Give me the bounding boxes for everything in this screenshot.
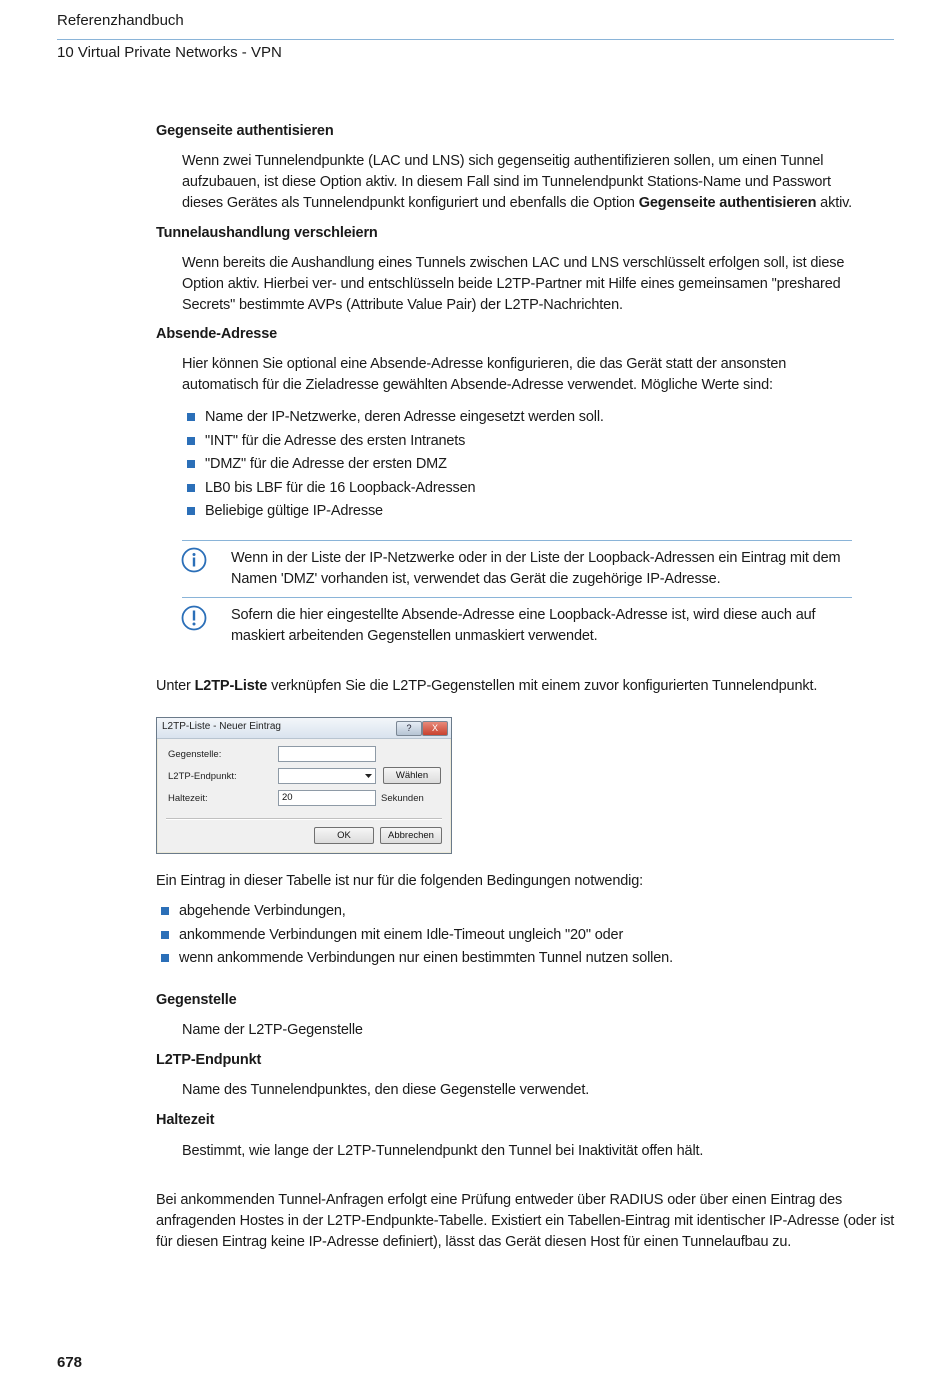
dialog-title: L2TP-Liste - Neuer Eintrag bbox=[162, 721, 281, 732]
cancel-button[interactable]: Abbrechen bbox=[380, 827, 442, 844]
desc-haltezeit: Bestimmt, wie lange der L2TP-Tunnelendpunkt den Tunnel bei Inaktivität offen hält. bbox=[182, 1143, 704, 1159]
list-item: LB0 bis LBF für die 16 Loopback-Adressen bbox=[182, 478, 862, 502]
chevron-down-icon bbox=[365, 774, 372, 779]
bullet-square-icon bbox=[187, 484, 195, 492]
ok-button[interactable]: OK bbox=[314, 827, 374, 844]
desc-l2tp-endpunkt: Name des Tunnelendpunktes, den diese Gegenstelle verwendet. bbox=[182, 1082, 590, 1098]
term-tunnelaushandlung: Tunnelaushandlung verschleiern bbox=[156, 225, 378, 241]
haltezeit-input[interactable]: 20 bbox=[278, 790, 376, 806]
list-item: "DMZ" für die Adresse der ersten DMZ bbox=[182, 454, 862, 478]
info-note-text: Wenn in der Liste der IP-Netzwerke oder in der Liste der Loopback-Adressen ein Eintrag mit dem Namen 'DMZ' vorhanden ist, verwendet das Gerät die zugehörige IP-Adresse. bbox=[231, 550, 841, 587]
term-haltezeit: Haltezeit bbox=[156, 1112, 215, 1128]
running-header-chapter: 10 Virtual Private Networks - VPN bbox=[57, 44, 282, 61]
endpunkt-select[interactable] bbox=[278, 768, 376, 784]
conditions-intro: Ein Eintrag in dieser Tabelle ist nur für die folgenden Bedingungen notwendig: bbox=[156, 873, 644, 889]
term-absende-adresse: Absende-Adresse bbox=[156, 326, 278, 342]
gegenstelle-label: Gegenstelle: bbox=[168, 749, 222, 760]
bullet-square-icon bbox=[161, 931, 169, 939]
term-l2tp-endpunkt: L2TP-Endpunkt bbox=[156, 1052, 262, 1068]
l2tp-dialog bbox=[156, 717, 452, 854]
page-number: 678 bbox=[57, 1354, 83, 1371]
term-gegenseite-authentisieren: Gegenseite authentisieren bbox=[156, 123, 334, 139]
close-button[interactable]: X bbox=[422, 721, 448, 736]
list-item: "INT" für die Adresse des ersten Intranets bbox=[182, 431, 862, 455]
term-gegenstelle: Gegenstelle bbox=[156, 992, 237, 1008]
warning-note-text: Sofern die hier eingestellte Absende-Adresse eine Loopback-Adresse ist, wird diese auch auf maskiert arbeitenden Gegenstellen unmaskiert verwendet. bbox=[231, 607, 816, 644]
bullet-square-icon bbox=[187, 413, 195, 421]
bullet-square-icon bbox=[161, 954, 169, 962]
endpunkt-label: L2TP-Endpunkt: bbox=[168, 771, 237, 782]
dialog-separator bbox=[166, 818, 442, 820]
running-header-title: Referenzhandbuch bbox=[57, 12, 184, 29]
intro-paragraph: Unter L2TP-Liste verknüpfen Sie die L2TP-Gegenstellen mit einem zuvor konfigurierten Tunnelendpunkt. bbox=[156, 678, 818, 694]
bullet-square-icon bbox=[161, 907, 169, 915]
dialog-titlebar bbox=[157, 718, 451, 739]
note-rule-middle bbox=[182, 597, 852, 598]
desc-gegenseite-authentisieren: Wenn zwei Tunnelendpunkte (LAC und LNS) sich gegenseitig authentifizieren sollen, um einen Tunnel aufzubauen, ist diese Option aktiv. In diesem Fall sind im Tunnelendpunkt Stations-Name und Passwort dieses Gerätes als Tunnelendpunkt konfiguriert und ebenfalls die Option Gegenseite authentisieren aktiv. bbox=[182, 153, 853, 211]
list-item: ankommende Verbindungen mit einem Idle-Timeout ungleich "20" oder bbox=[156, 925, 876, 949]
haltezeit-label: Haltezeit: bbox=[168, 793, 208, 804]
gegenstelle-input[interactable] bbox=[278, 746, 376, 762]
list-item: Name der IP-Netzwerke, deren Adresse eingesetzt werden soll. bbox=[182, 407, 862, 431]
note-rule-top bbox=[182, 540, 852, 541]
haltezeit-unit: Sekunden bbox=[381, 793, 424, 804]
header-rule bbox=[57, 39, 894, 40]
dialog-body bbox=[158, 739, 450, 852]
conditions-list bbox=[156, 901, 876, 972]
waehlen-button[interactable]: Wählen bbox=[383, 767, 441, 784]
bullet-square-icon bbox=[187, 507, 195, 515]
info-icon bbox=[181, 547, 207, 573]
desc-absende-adresse: Hier können Sie optional eine Absende-Adresse konfigurieren, die das Gerät statt der ansonsten automatisch für die Zieladresse gewählten Absende-Adresse verwendet. Mögliche Werte sind: bbox=[182, 356, 787, 393]
address-values-list bbox=[182, 407, 862, 525]
list-item: wenn ankommende Verbindungen nur einen bestimmten Tunnel nutzen sollen. bbox=[156, 948, 876, 972]
exclamation-icon bbox=[181, 605, 207, 631]
bullet-square-icon bbox=[187, 460, 195, 468]
closing-paragraph: Bei ankommenden Tunnel-Anfragen erfolgt eine Prüfung entweder über RADIUS oder über einen Eintrag des anfragenden Hostes in der L2TP-Endpunkte-Tabelle. Existiert ein Tabellen-Eintrag mit identischer IP-Adresse (oder ist für diesen Eintrag keine IP-Adresse definiert), lässt das Gerät diesen Host für einen Tunnelaufbau zu. bbox=[156, 1192, 895, 1250]
list-item: Beliebige gültige IP-Adresse bbox=[182, 501, 862, 525]
help-button[interactable]: ? bbox=[396, 721, 422, 736]
bullet-square-icon bbox=[187, 437, 195, 445]
desc-tunnelaushandlung: Wenn bereits die Aushandlung eines Tunnels zwischen LAC und LNS verschlüsselt erfolgen soll, ist diese Option aktiv. Hierbei ver- und entschlüsseln beide L2TP-Partner mit Hilfe eines gemeinsamen "preshared Secrets" bestimmte AVPs (Attribute Value Pair) der L2TP-Nachrichten. bbox=[182, 255, 845, 313]
desc-gegenstelle: Name der L2TP-Gegenstelle bbox=[182, 1022, 363, 1038]
list-item: abgehende Verbindungen, bbox=[156, 901, 876, 925]
